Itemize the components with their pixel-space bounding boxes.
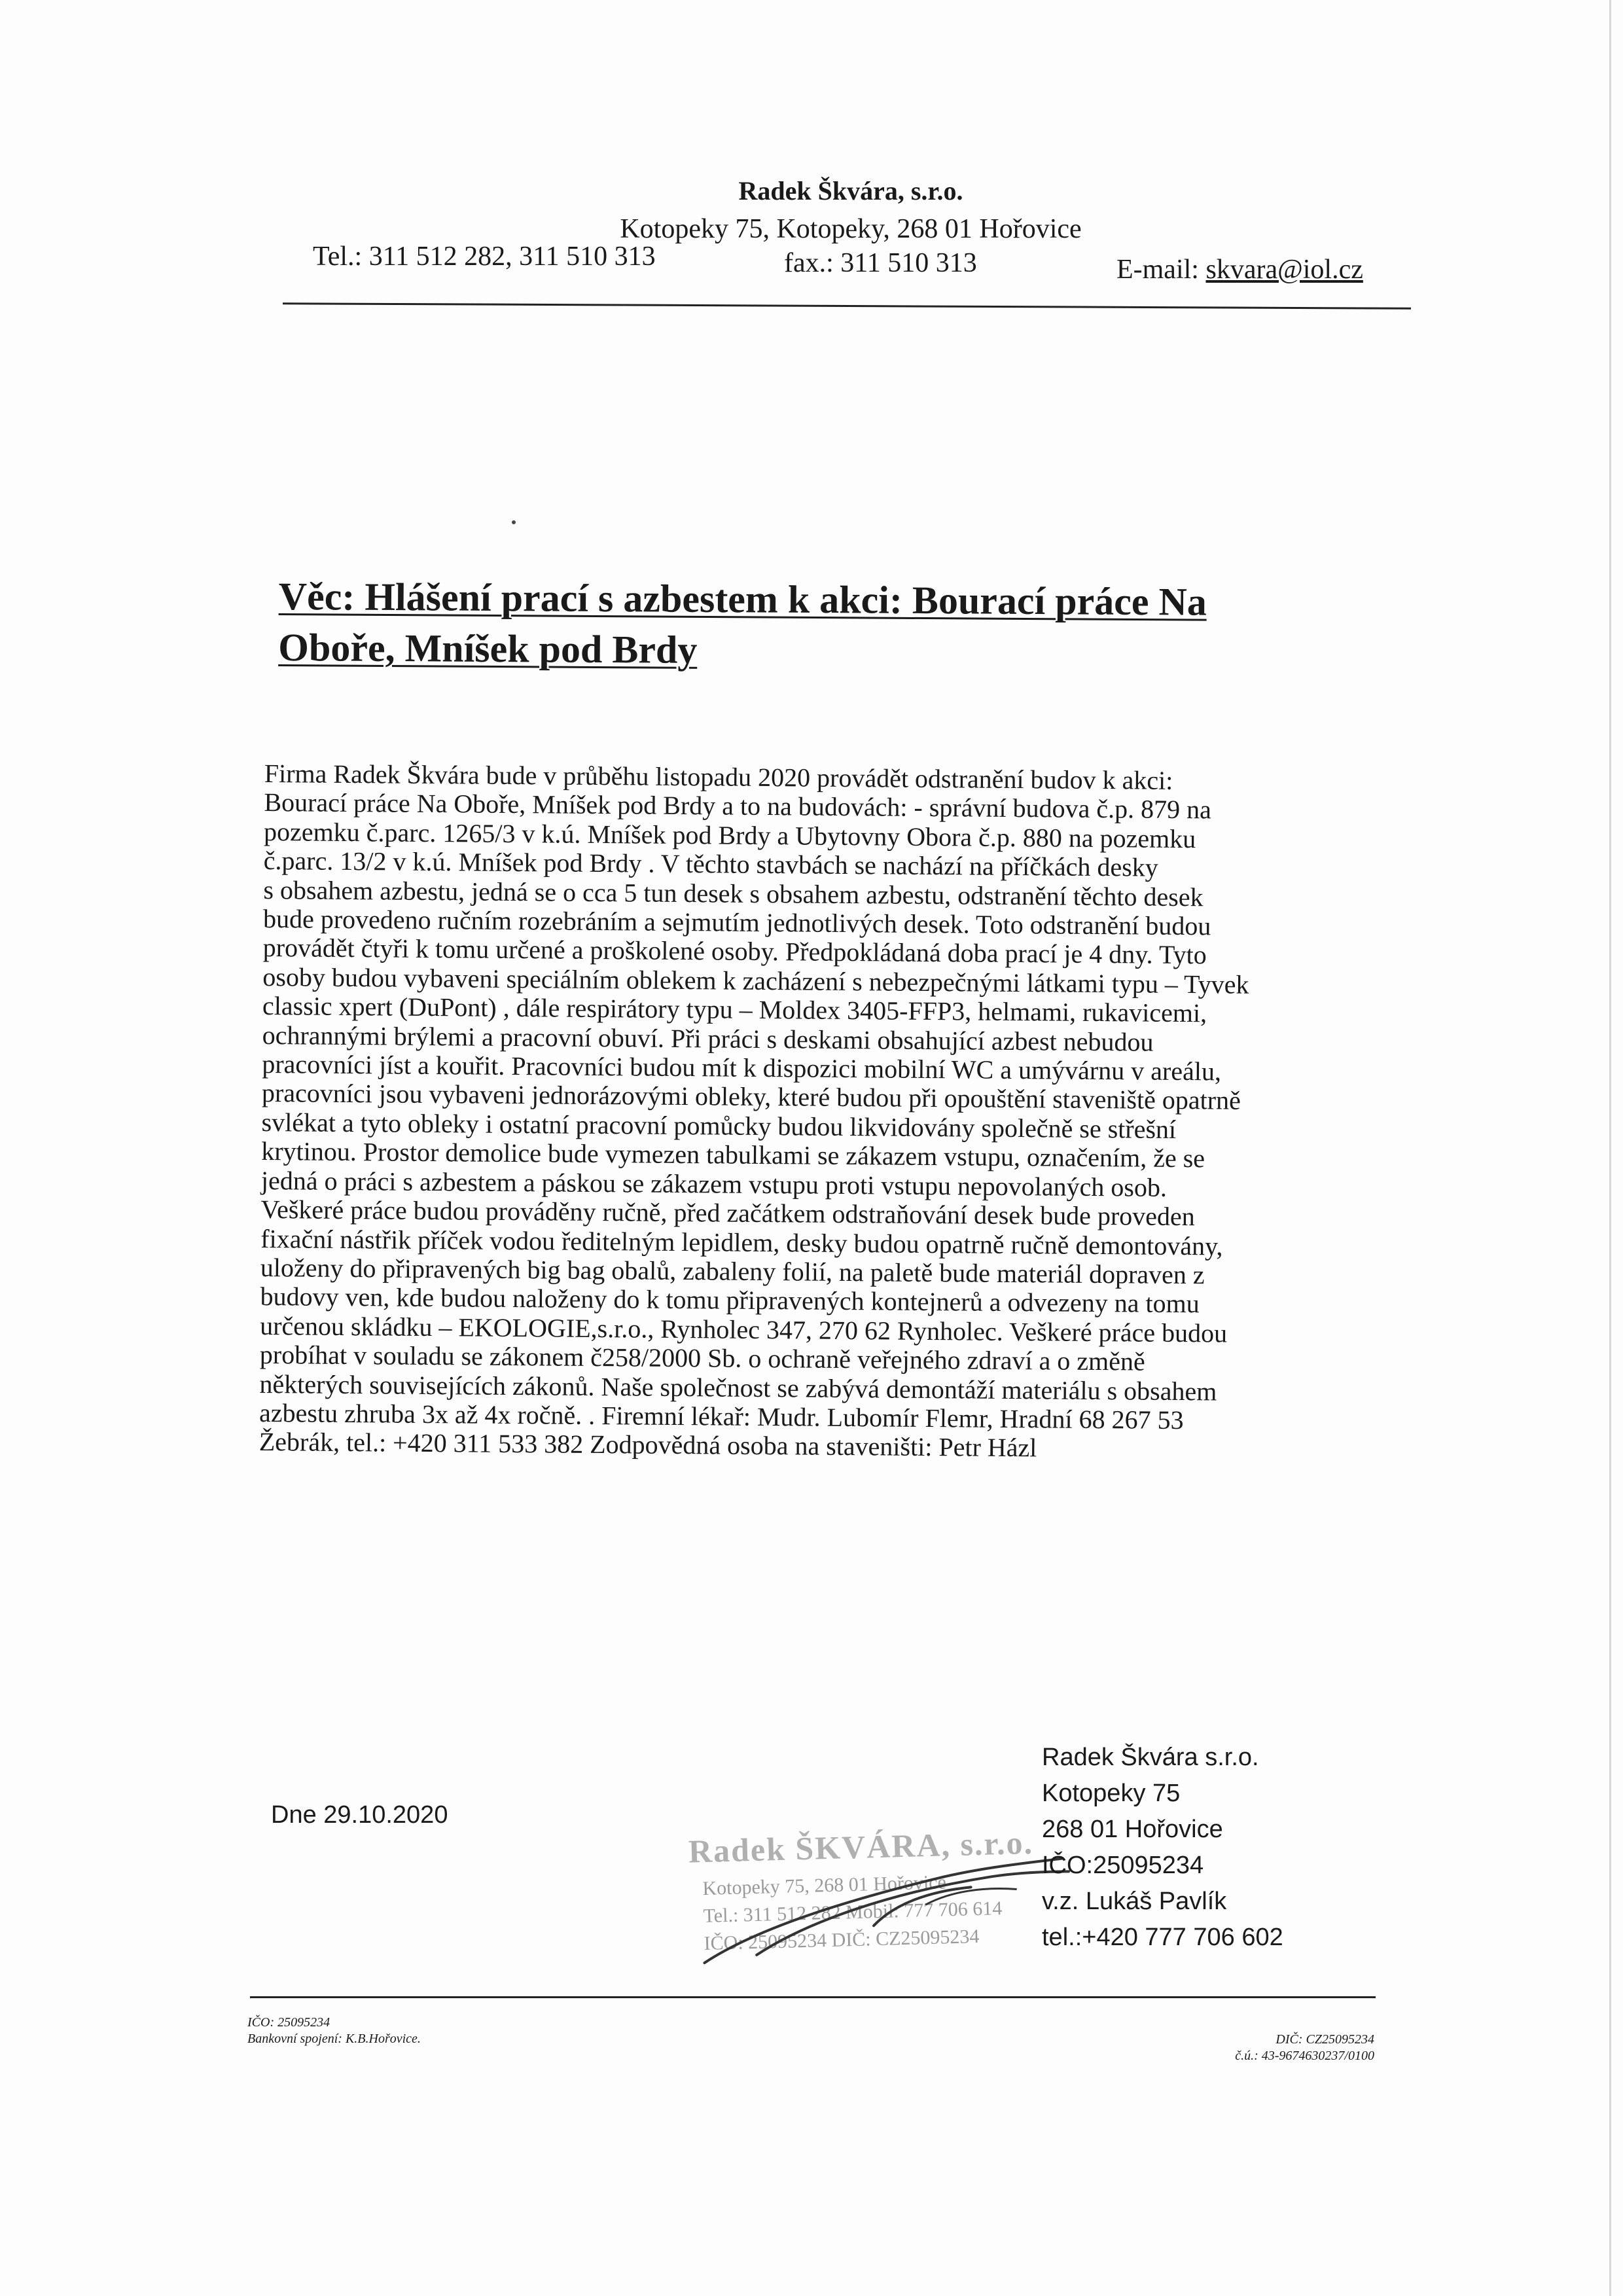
footer-account: č.ú.: 43-9674630237/0100 (1235, 2049, 1374, 2063)
footer-dic: DIČ: CZ25095234 (1275, 2032, 1374, 2047)
footer-bank: Bankovní spojení: K.B.Hořovice. (247, 2032, 421, 2046)
body-line: Bourací práce Na Oboře, Mníšek pod Brdy a to na budovách: - správní budova č.p. 879 na (264, 787, 1212, 825)
body-line: budovy ven, kde budou naloženy do k tomu připravených kontejnerů a odvezeny na tomu (260, 1282, 1200, 1319)
company-name: Radek Škvára, s.r.o. (738, 176, 963, 206)
scan-edge (1609, 0, 1611, 2296)
body-line: bude provedeno ručním rozebráním a sejmutím jednotlivých desek. Toto odstranění budou (262, 904, 1211, 941)
footer-left (247, 2015, 421, 2047)
footer-ico: IČO: 25095234 (247, 2015, 330, 2030)
signature-line: IČO:25095234 (1042, 1852, 1204, 1879)
body-line: jedná o práci s azbestem a páskou se zákazem vstupu proti vstupu nepovolaných osob. (260, 1165, 1168, 1202)
stamp-line-1: Kotopeky 75, 268 01 Hořovice (702, 1871, 947, 1900)
signature-line: Radek Škvára s.r.o. (1042, 1744, 1259, 1771)
scan-speck (512, 520, 516, 524)
company-stamp (675, 1822, 1084, 1977)
body-line: Veškeré práce budou prováděny ručně, před začátkem odstraňování desek bude proveden (260, 1194, 1195, 1232)
body-line: č.parc. 13/2 v k.ú. Mníšek pod Brdy . V těchto stavbách se nachází na příčkách desky (263, 846, 1158, 882)
signature-block (1042, 1740, 1283, 1956)
body-line: Firma Radek Škvára bude v průběhu listopadu 2020 provádět odstranění budov k akci: (264, 759, 1173, 795)
body-line: azbestu zhruba 3x až 4x ročně. . Firemní lékař: Mudr. Lubomír Flemr, Hradní 68 267 53 (259, 1397, 1184, 1435)
email-link[interactable]: skvara@iol.cz (1205, 255, 1363, 285)
handwritten-signature (675, 1822, 1084, 1977)
body-line: uloženy do připravených big bag obalů, zabaleny folií, na paletě bude materiál dopraven z (260, 1252, 1205, 1290)
subject-line-2: Oboře, Mníšek pod Brdy (278, 625, 698, 672)
header-divider (283, 302, 1411, 310)
body-line: pracovníci jíst a kouřit. Pracovníci budou mít k dispozici mobilní WC a umývárnu v areálu, (262, 1049, 1222, 1086)
body-line: fixační nástřik příček vodou ředitelným lepidlem, desky budou opatrně ručně demontovány, (260, 1223, 1223, 1261)
signature-line: 268 01 Hořovice (1042, 1816, 1223, 1843)
body-line: krytinou. Prostor demolice bude vymezen tabulkami se zákazem vstupu, označením, že se (261, 1136, 1205, 1174)
signature-line: v.z. Lukáš Pavlík (1042, 1888, 1227, 1915)
footer-divider (250, 1996, 1376, 1998)
body-line: pracovníci jsou vybaveni jednorázovými obleky, které budou při opouštění staveniště opatrně (261, 1078, 1241, 1116)
body-line: některých souvisejících zákonů. Naše společnost se zabývá demontáží materiálu s obsahem (259, 1369, 1217, 1406)
body-line: osoby budou vybaveni speciálním oblekem k zacházení s nebezpečnými látkami typu – Tyvek (262, 961, 1249, 999)
body-line: pozemku č.parc. 1265/3 v k.ú. Mníšek pod Brdy a Ubytovny Obora č.p. 880 na pozemku (263, 816, 1196, 853)
signature-line: tel.:+420 777 706 602 (1042, 1924, 1283, 1951)
body-line: s obsahem azbestu, jedná se o cca 5 tun desek s obsahem azbestu, odstranění těchto desek (263, 874, 1204, 912)
company-address: Kotopeky 75, Kotopeky, 268 01 Hořovice (620, 214, 1082, 244)
body-line: probíhat v souladu se zákonem č258/2000 Sb. o ochraně veřejného zdraví a o změně (259, 1340, 1145, 1376)
footer-right (1113, 2032, 1374, 2064)
body-line: určenou skládku – EKOLOGIE,s.r.o., Rynholec 347, 270 62 Rynholec. Veškeré práce budou (260, 1310, 1228, 1348)
company-email (1116, 254, 1363, 285)
subject-heading (278, 571, 1378, 679)
company-fax: fax.: 311 510 313 (784, 248, 977, 278)
body-line: Žebrák, tel.: +420 311 533 382 Zodpovědná osoba na staveništi: Petr Házl (259, 1427, 1037, 1463)
body-line: svlékat a tyto obleky i ostatní pracovní pomůcky budou likvidovány společně se střešní (261, 1107, 1177, 1144)
stamp-title: Radek ŠKVÁRA, s.r.o. (688, 1823, 1034, 1870)
letter-body (259, 759, 1403, 1465)
body-line: ochrannými brýlemi a pracovní obuví. Při práci s deskami obsahující azbest nebudou (262, 1020, 1154, 1057)
subject-line-1: Věc: Hlášení prací s azbestem k akci: Bourací práce Na (278, 574, 1207, 624)
email-label: E-mail: (1116, 255, 1206, 285)
signature-line: Kotopeky 75 (1042, 1780, 1181, 1807)
company-phone: Tel.: 311 512 282, 311 510 313 (313, 242, 656, 272)
letter-date: Dne 29.10.2020 (271, 1801, 448, 1829)
body-line: provádět čtyři k tomu určené a proškolené osoby. Předpokládaná doba prací je 4 dny. Tyto (262, 933, 1207, 970)
body-line: classic xpert (DuPont) , dále respirátory typu – Moldex 3405-FFP3, helmami, rukavicemi, (262, 991, 1207, 1028)
stamp-line-2: Tel.: 311 512 282 Mobil: 777 706 614 (703, 1897, 1003, 1928)
stamp-line-3: IČO: 25095234 DIČ: CZ25095234 (704, 1926, 980, 1955)
